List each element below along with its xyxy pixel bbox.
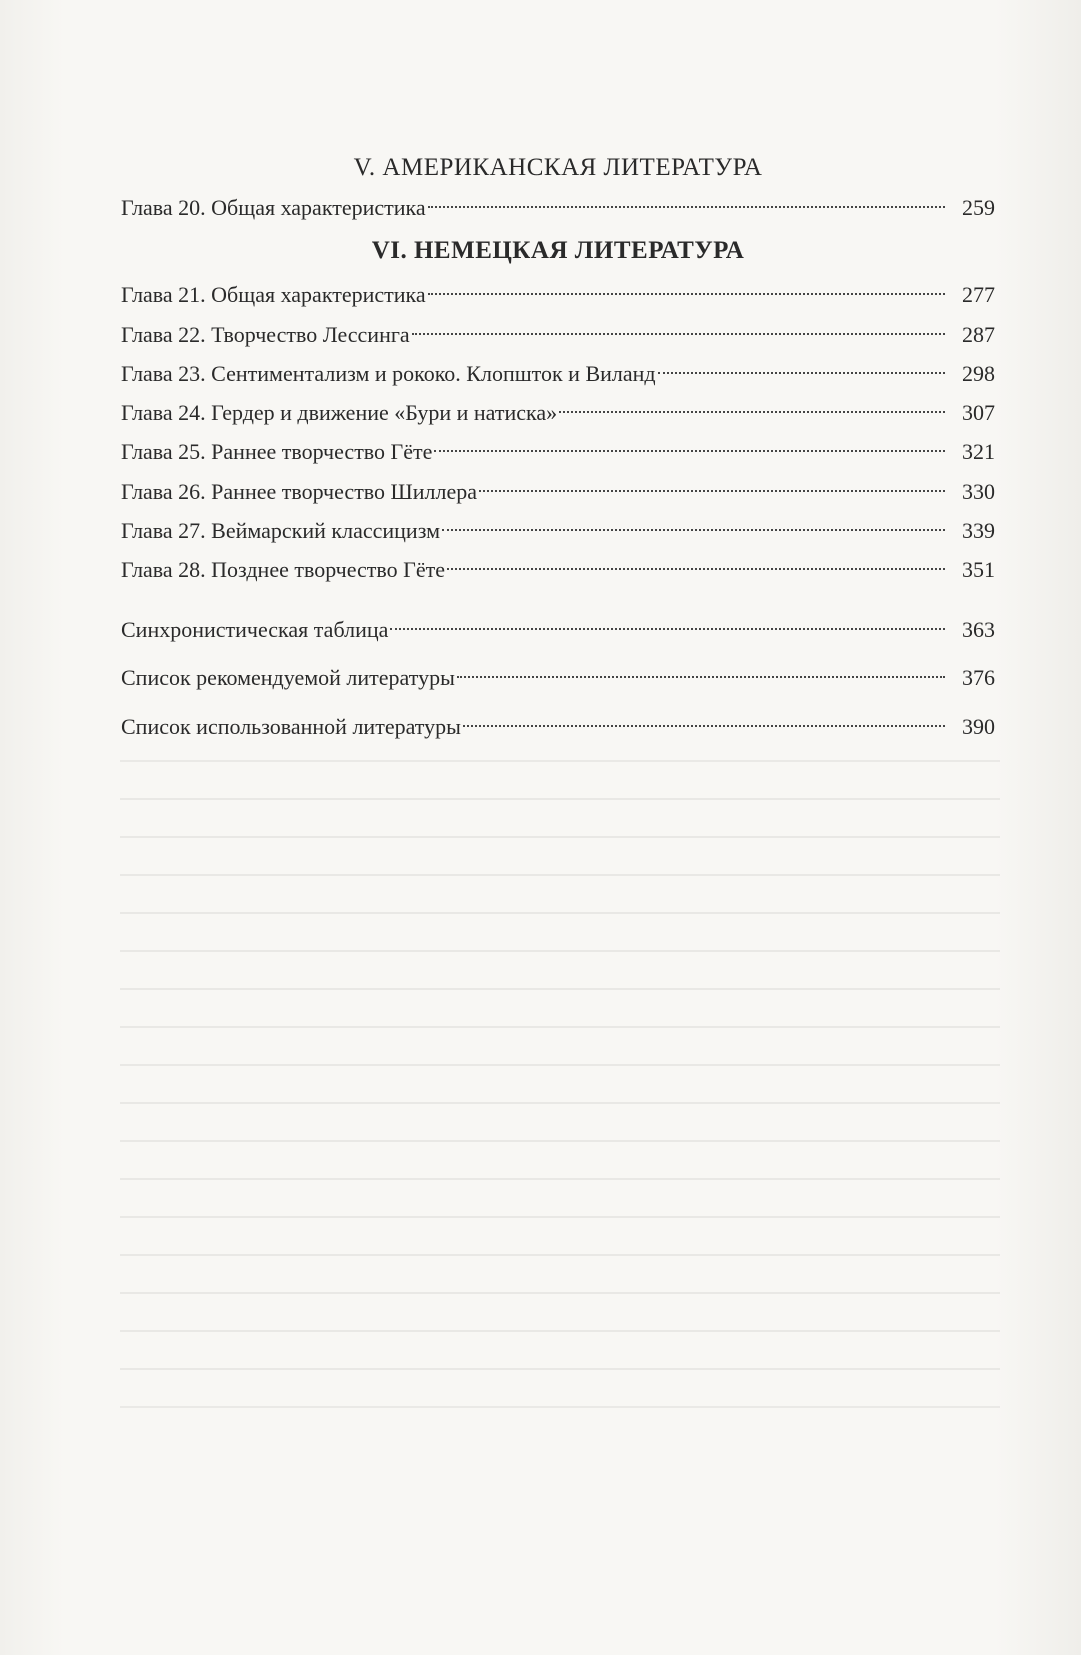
toc-entry[interactable] [121, 550, 995, 589]
dot-leader [559, 411, 945, 413]
toc-entry[interactable] [121, 511, 995, 550]
toc-entry-label: Глава 21. Общая характеристика [121, 282, 426, 308]
toc-entry-page: 259 [962, 195, 995, 220]
toc-entry[interactable] [121, 432, 995, 471]
toc-entry-page: 390 [962, 714, 995, 740]
toc-entry[interactable] [121, 188, 995, 227]
dot-leader [390, 628, 945, 630]
toc-entry[interactable] [121, 354, 995, 393]
dot-leader [457, 676, 945, 678]
toc-entry-page: 321 [962, 439, 995, 465]
toc-entry-page: 351 [962, 557, 995, 583]
dot-leader [442, 529, 945, 531]
dot-leader [434, 450, 945, 452]
toc-entry-page: 298 [962, 360, 995, 386]
show-through-text [120, 760, 1000, 1520]
dot-leader [479, 490, 945, 492]
dot-leader [658, 372, 945, 374]
toc-entry[interactable] [121, 315, 995, 354]
dot-leader [447, 568, 945, 570]
toc-entry-label: Список использованной литературы [121, 714, 461, 740]
toc-entry-page: 330 [962, 478, 995, 504]
toc-entry-page: 363 [962, 616, 995, 642]
toc-entry-page: 376 [962, 665, 995, 691]
dot-leader [428, 293, 945, 295]
toc-entry-label: Глава 28. Позднее творчество Гёте [121, 557, 446, 583]
toc-entry-appendix[interactable] [121, 654, 995, 703]
toc-entry-page: 307 [962, 400, 995, 426]
section-title-american: V. АМЕРИКАНСКАЯ ЛИТЕРАТУРА [353, 154, 763, 181]
toc-entry-label: Синхронистическая таблица [121, 616, 389, 642]
toc-entry-label: Глава 20. Общая характеристика [121, 195, 426, 220]
toc-entry-page: 339 [962, 518, 995, 544]
toc-entry-label: Глава 25. Раннее творчество Гёте [121, 439, 433, 465]
toc-entry[interactable] [121, 393, 995, 432]
toc-entry[interactable] [121, 275, 995, 314]
toc-entry-label: Глава 26. Раннее творчество Шиллера [121, 478, 477, 504]
toc-entry[interactable] [121, 472, 995, 511]
toc-entry-appendix[interactable] [121, 606, 995, 655]
toc-entry-label: Глава 27. Веймарский классицизм [121, 518, 440, 544]
toc-entry-label: Глава 23. Сентиментализм и рококо. Клопшток и Виланд [121, 360, 656, 386]
dot-leader [463, 725, 945, 727]
toc-entry-page: 277 [962, 282, 995, 308]
toc-entry-label: Глава 24. Гердер и движение «Бури и натиска» [121, 400, 558, 426]
toc-entry-page: 287 [962, 321, 995, 347]
toc-entry-label: Глава 22. Творчество Лессинга [121, 321, 410, 347]
section-title-german: VI. НЕМЕЦКАЯ ЛИТЕРАТУРА [371, 237, 745, 265]
dot-leader [412, 333, 945, 335]
toc-entry-appendix[interactable] [121, 703, 995, 752]
table-of-contents [121, 148, 995, 752]
toc-entry-label: Список рекомендуемой литературы [121, 665, 455, 691]
dot-leader [428, 206, 945, 208]
